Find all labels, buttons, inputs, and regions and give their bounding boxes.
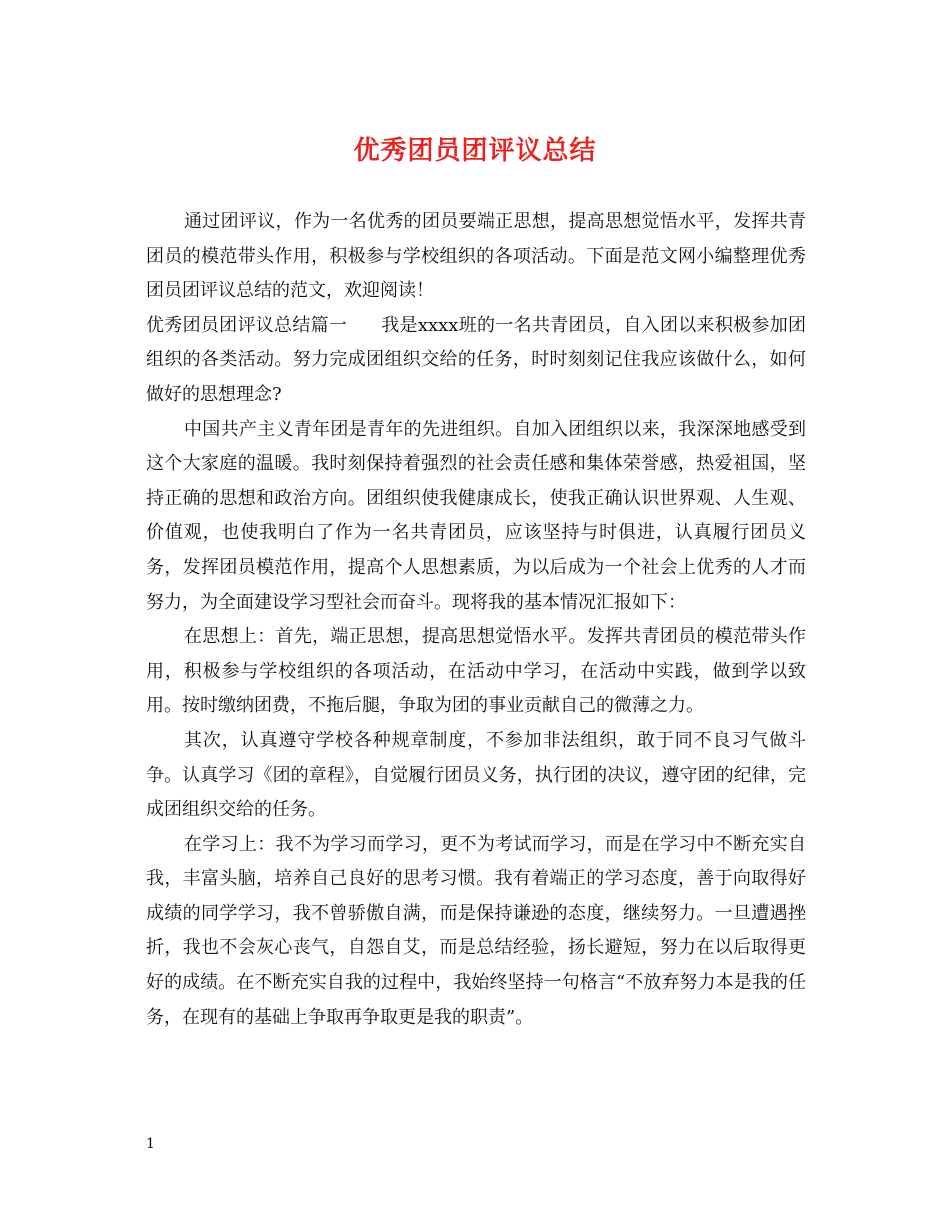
document-body: [146, 205, 806, 1035]
body-paragraph-organization: 中国共产主义青年团是青年的先进组织。自加入团组织以来，我深深地感受到这个大家庭的温暖。我时刻保持着强烈的社会责任感和集体荣誉感，热爱祖国，坚持正确的思想和政治方向。团组织使我健康成长，使我正确认识世界观、人生观、价值观，也使我明白了作为一名共青团员，应该坚持与时俱进，认真履行团员义务，发挥团员模范作用，提高个人思想素质，为以后成为一个社会上优秀的人才而努力，为全面建设学习型社会而奋斗。现将我的基本情况汇报如下：: [146, 418, 806, 613]
body-paragraph-study: 在学习上：我不为学习而学习，更不为考试而学习，而是在学习中不断充实自我，丰富头脑，培养自己良好的思考习惯。我有着端正的学习态度，善于向取得好成绩的同学学习，我不曾骄傲自满，而是保持谦逊的态度，继续努力。一旦遭遇挫折，我也不会灰心丧气，自怨自艾，而是总结经验，扬长避短，努力在以后取得更好的成绩。在不断充实自我的过程中，我始终坚持一句格言“不放弃努力本是我的任务，在现有的基础上争取再争取更是我的职责”。: [146, 833, 806, 1028]
section-paragraph: [146, 309, 806, 413]
page-number: 1: [146, 1136, 155, 1152]
section-paragraph-text: 我是xxxx班的一名共青团员，自入团以来积极参加团组织的各类活动。努力完成团组织交给的任务，时时刻刻记住我应该做什么，如何做好的思想理念?: [146, 314, 807, 405]
body-paragraph-discipline: 其次，认真遵守学校各种规章制度，不参加非法组织，敢于同不良习气做斗争。认真学习《团的章程》，自觉履行团员义务，执行团的决议，遵守团的纪律，完成团组织交给的任务。: [146, 729, 806, 821]
section-heading: 优秀团员团评议总结篇一: [146, 314, 348, 336]
document-title: 优秀团员团评议总结: [353, 136, 597, 166]
intro-paragraph: 通过团评议，作为一名优秀的团员要端正思想，提高思想觉悟水平，发挥共青团员的模范带头作用，积极参与学校组织的各项活动。下面是范文网小编整理优秀团员团评议总结的范文，欢迎阅读！: [146, 211, 806, 302]
body-paragraph-thought: 在思想上：首先，端正思想，提高思想觉悟水平。发挥共青团员的模范带头作用，积极参与学校组织的各项活动，在活动中学习，在活动中实践，做到学以致用。按时缴纳团费，不拖后腿，争取为团的事业贡献自己的微薄之力。: [146, 626, 806, 717]
